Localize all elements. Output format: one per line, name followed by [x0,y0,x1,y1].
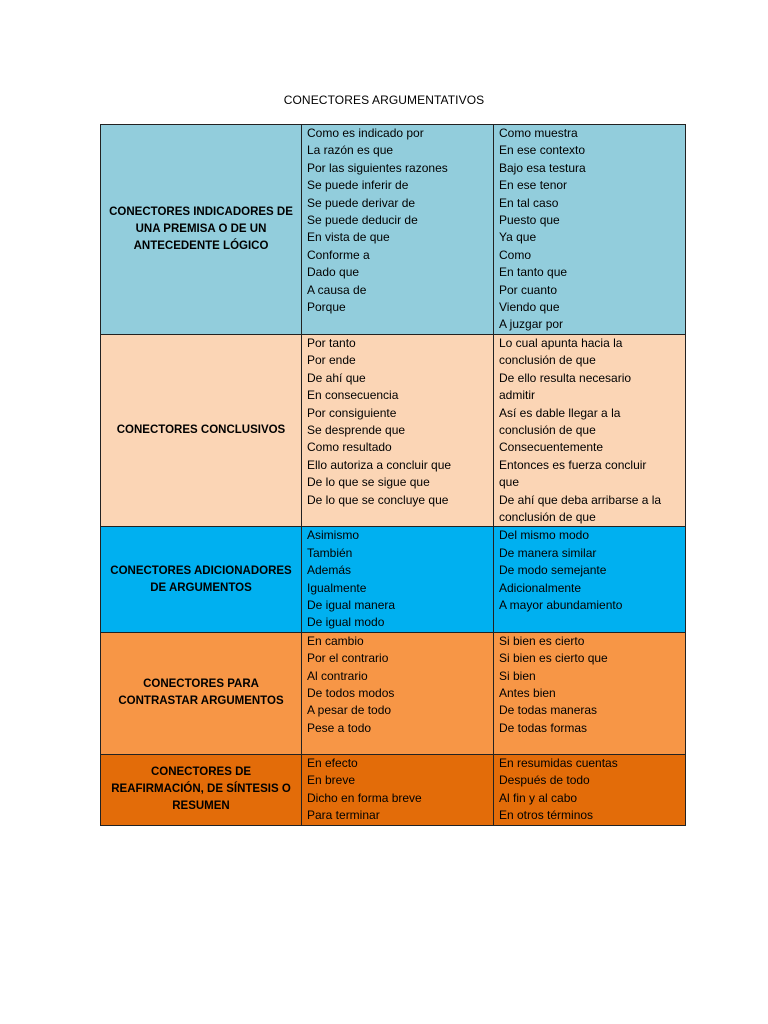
connector-item: Por cuanto [499,282,558,297]
connector-item: De todas maneras [499,703,598,718]
connector-item: A juzgar por [499,317,564,332]
connector-item: Conforme a [307,247,370,262]
connector-item: De igual modo [307,615,385,630]
connector-item: admitir [499,388,536,403]
connector-item: Al fin y al cabo [499,790,578,805]
connector-item: De modo semejante [499,563,607,578]
category-cell: CONECTORES PARA CONTRASTAR ARGUMENTOS [101,632,302,754]
connector-item: Pese a todo [307,720,372,735]
connector-item: Como [499,247,532,262]
connector-item: En consecuencia [307,388,399,403]
connector-item: De ello resulta necesario [499,370,632,385]
connector-list-1 [302,334,494,526]
connector-item: A pesar de todo [307,703,392,718]
connector-item: Si bien [499,668,536,683]
connector-item: Por tanto [307,335,356,350]
connector-item: que [499,475,520,490]
connector-list-2 [494,754,686,825]
table-row-premisa [101,125,686,335]
connector-item: De lo que se sigue que [307,475,430,490]
table-row-adicionadores [101,527,686,632]
connector-list-1 [302,527,494,632]
connector-list-1 [302,632,494,754]
connector-list-2 [494,632,686,754]
connector-item: Ello autoriza a concluir que [307,457,452,472]
connector-item: Dado que [307,265,360,280]
category-cell: CONECTORES DE REAFIRMACIÓN, DE SÍNTESIS O RESUMEN [101,754,302,825]
connector-item: Se puede inferir de [307,178,409,193]
connector-item: En tal caso [499,195,559,210]
connector-item: De ahí que [307,370,366,385]
connector-item: Asimismo [307,528,360,543]
connector-item: A mayor abundamiento [499,597,623,612]
connector-item: En otros términos [499,808,594,822]
connector-item: Consecuentemente [499,440,604,455]
connector-item: Se desprende que [307,422,406,437]
connector-item: De manera similar [499,545,597,560]
connector-item: En breve [307,773,356,788]
category-cell: CONECTORES CONCLUSIVOS [101,334,302,526]
connector-item: Dicho en forma breve [307,790,422,805]
connector-list-2 [494,334,686,526]
connector-item: De todas formas [499,720,588,735]
connector-list-1 [302,754,494,825]
connector-item: A causa de [307,282,367,297]
connector-item: conclusión de que [499,353,596,368]
connector-item: Adicionalmente [499,580,582,595]
connector-item: Puesto que [499,213,560,228]
connectors-table-body [101,125,686,826]
connectors-table [100,124,686,826]
connector-item: De todos modos [307,686,395,700]
connector-item: Así es dable llegar a la [499,405,621,420]
connector-item: conclusión de que [499,509,596,524]
connector-item: En efecto [307,755,358,770]
connector-item: La razón es que [307,143,394,158]
connector-item: En ese contexto [499,143,586,158]
connector-item: Al contrario [307,668,368,683]
connector-list-1 [302,125,494,335]
connector-list-2 [494,527,686,632]
connector-item: Bajo esa testura [499,160,586,175]
connector-item: Si bien es cierto que [499,651,608,666]
connector-item: En vista de que [307,230,390,245]
connector-item: Como muestra [499,126,578,140]
connector-item: Lo cual apunta hacia la [499,335,623,350]
connector-item: Porque [307,300,346,315]
connector-item: Entonces es fuerza concluir [499,457,647,472]
category-cell: CONECTORES ADICIONADORES DE ARGUMENTOS [101,527,302,632]
connector-item: Por consiguiente [307,405,397,420]
connector-item: De ahí que deba arribarse a la [499,492,662,507]
connector-item: Viendo que [499,300,560,315]
connector-list-2 [494,125,686,335]
connector-item: Además [307,563,352,578]
connector-item: Como resultado [307,440,392,455]
connector-item: Se puede derivar de [307,195,416,210]
connector-item: Igualmente [307,580,367,595]
connector-item: En cambio [307,633,364,648]
connector-item: Por ende [307,353,356,368]
table-row-contrastar [101,632,686,754]
table-row-reafirmacion [101,754,686,825]
connector-item: En ese tenor [499,178,568,193]
table-row-conclusivos [101,334,686,526]
connector-item: De igual manera [307,597,396,612]
connector-item: En tanto que [499,265,568,280]
connector-item: Como es indicado por [307,126,424,140]
connector-item: Antes bien [499,686,556,700]
connector-item: Por las siguientes razones [307,160,448,175]
connector-item: De lo que se concluye que [307,492,449,507]
connector-item: Del mismo modo [499,528,590,543]
category-cell: CONECTORES INDICADORES DE UNA PREMISA O DE UN ANTECEDENTE LÓGICO [101,125,302,335]
connector-item: También [307,545,353,560]
connector-item: En resumidas cuentas [499,755,618,770]
connector-item: conclusión de que [499,422,596,437]
connector-item: Para terminar [307,808,380,822]
connector-item: Por el contrario [307,651,389,666]
connector-item: Si bien es cierto [499,633,585,648]
connector-item: Se puede deducir de [307,213,418,228]
connector-item: Ya que [499,230,537,245]
connector-item: Después de todo [499,773,590,788]
document-title: CONECTORES ARGUMENTATIVOS [283,93,485,107]
